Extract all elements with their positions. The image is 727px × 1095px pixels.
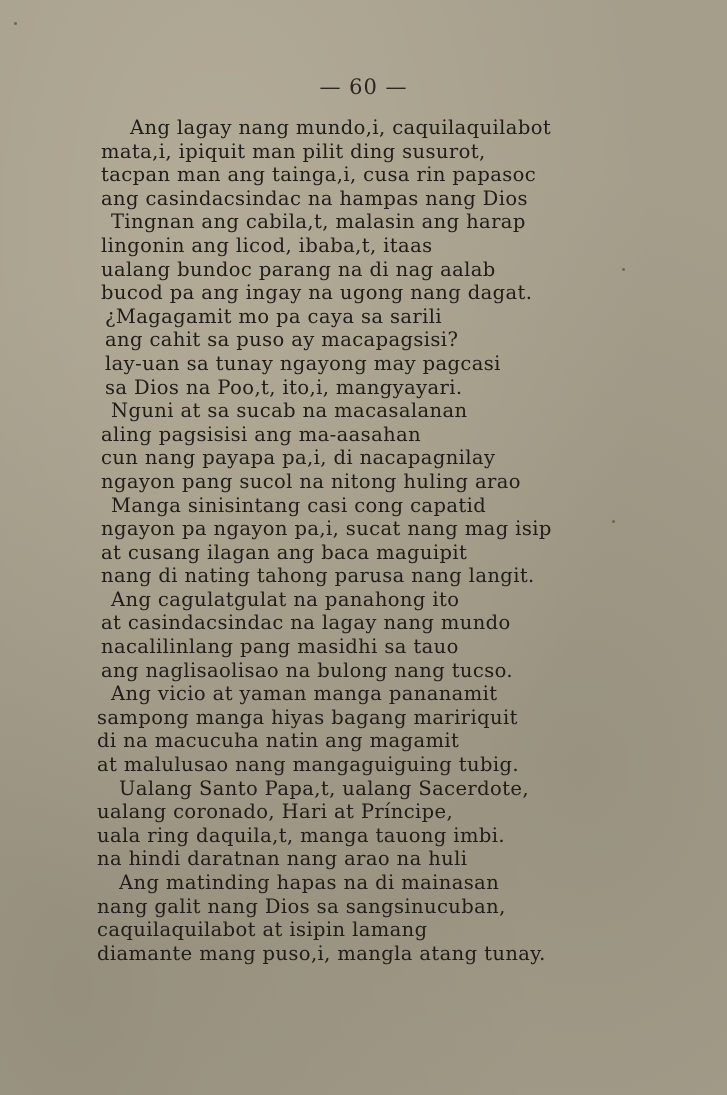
poem-line: at malulusao nang mangaguiguing tubig. (97, 753, 519, 777)
poem-line: Ang matinding hapas na di mainasan (119, 871, 500, 894)
poem-line: na hindi daratnan nang arao na huli (97, 847, 468, 871)
paper-speck (622, 268, 625, 271)
poem-line: sa Dios na Poo,t, ito,i, mangyayari. (105, 375, 463, 399)
poem-line: Ang lagay nang mundo,i, caquilaquilabot (130, 116, 552, 139)
poem-line: at casindacsindac na lagay nang mundo (101, 611, 511, 635)
poem-line: nacalilinlang pang masidhi sa tauo (101, 635, 459, 659)
poem-line: cun nang payapa pa,i, di nacapagnilay (101, 446, 496, 470)
poem-line: di na macucuha natin ang magamit (97, 729, 460, 753)
poem-line: bucod pa ang ingay na ugong nang dagat. (101, 281, 533, 305)
poem-text (95, 116, 615, 965)
poem-line: nang galit nang Dios sa sangsinucuban, (97, 894, 506, 918)
poem-line: ang naglisaolisao na bulong nang tucso. (101, 658, 514, 682)
poem-line: Ang cagulatgulat na panahong ito (111, 587, 460, 611)
poem-line: mata,i, ipiquit man pilit ding susurot, (101, 139, 486, 163)
poem-line: ang cahit sa puso ay macapagsisi? (105, 328, 459, 352)
poem-line: ualang bundoc parang na di nag aalab (101, 257, 496, 281)
poem-line: ualang coronado, Hari at Príncipe, (97, 800, 454, 824)
poem-line: ngayon pa ngayon pa,i, sucat nang mag isip (101, 517, 552, 541)
poem-line: aling pagsisisi ang ma-aasahan (101, 422, 422, 446)
poem-line: ngayon pang sucol na nitong huling arao (101, 469, 521, 493)
poem-line: Tingnan ang cabila,t, malasin ang harap (111, 210, 526, 234)
poem-line: Ualang Santo Papa,t, ualang Sacerdote, (119, 776, 529, 800)
poem-line: tacpan man ang tainga,i, cusa rin papasoc (101, 163, 537, 187)
poem-line: Nguni at sa sucab na macasalanan (111, 399, 468, 423)
poem-line: sampong manga hiyas bagang maririquit (97, 705, 518, 729)
poem-line: at cusang ilagan ang baca maguipit (101, 540, 468, 564)
poem-line: lingonin ang licod, ibaba,t, itaas (101, 233, 433, 257)
poem-line: ang casindacsindac na hampas nang Dios (101, 186, 528, 210)
page-number: — 60 — (319, 75, 408, 99)
poem-line: lay-uan sa tunay ngayong may pagcasi (105, 351, 501, 375)
poem-line: caquilaquilabot at isipin lamang (97, 918, 428, 942)
poem-line: ¿Magagamit mo pa caya sa sarili (105, 304, 443, 328)
poem-line: uala ring daquila,t, manga tauong imbi. (97, 823, 505, 847)
poem-line: nang di nating tahong parusa nang langit. (101, 564, 535, 588)
poem-line: Ang vicio at yaman manga pananamit (111, 682, 498, 706)
paper-speck (14, 22, 17, 25)
poem-line: diamante mang puso,i, mangla atang tunay. (97, 941, 546, 965)
poem-line: Manga sinisintang casi cong capatid (111, 493, 487, 517)
paper-speck (612, 520, 615, 523)
